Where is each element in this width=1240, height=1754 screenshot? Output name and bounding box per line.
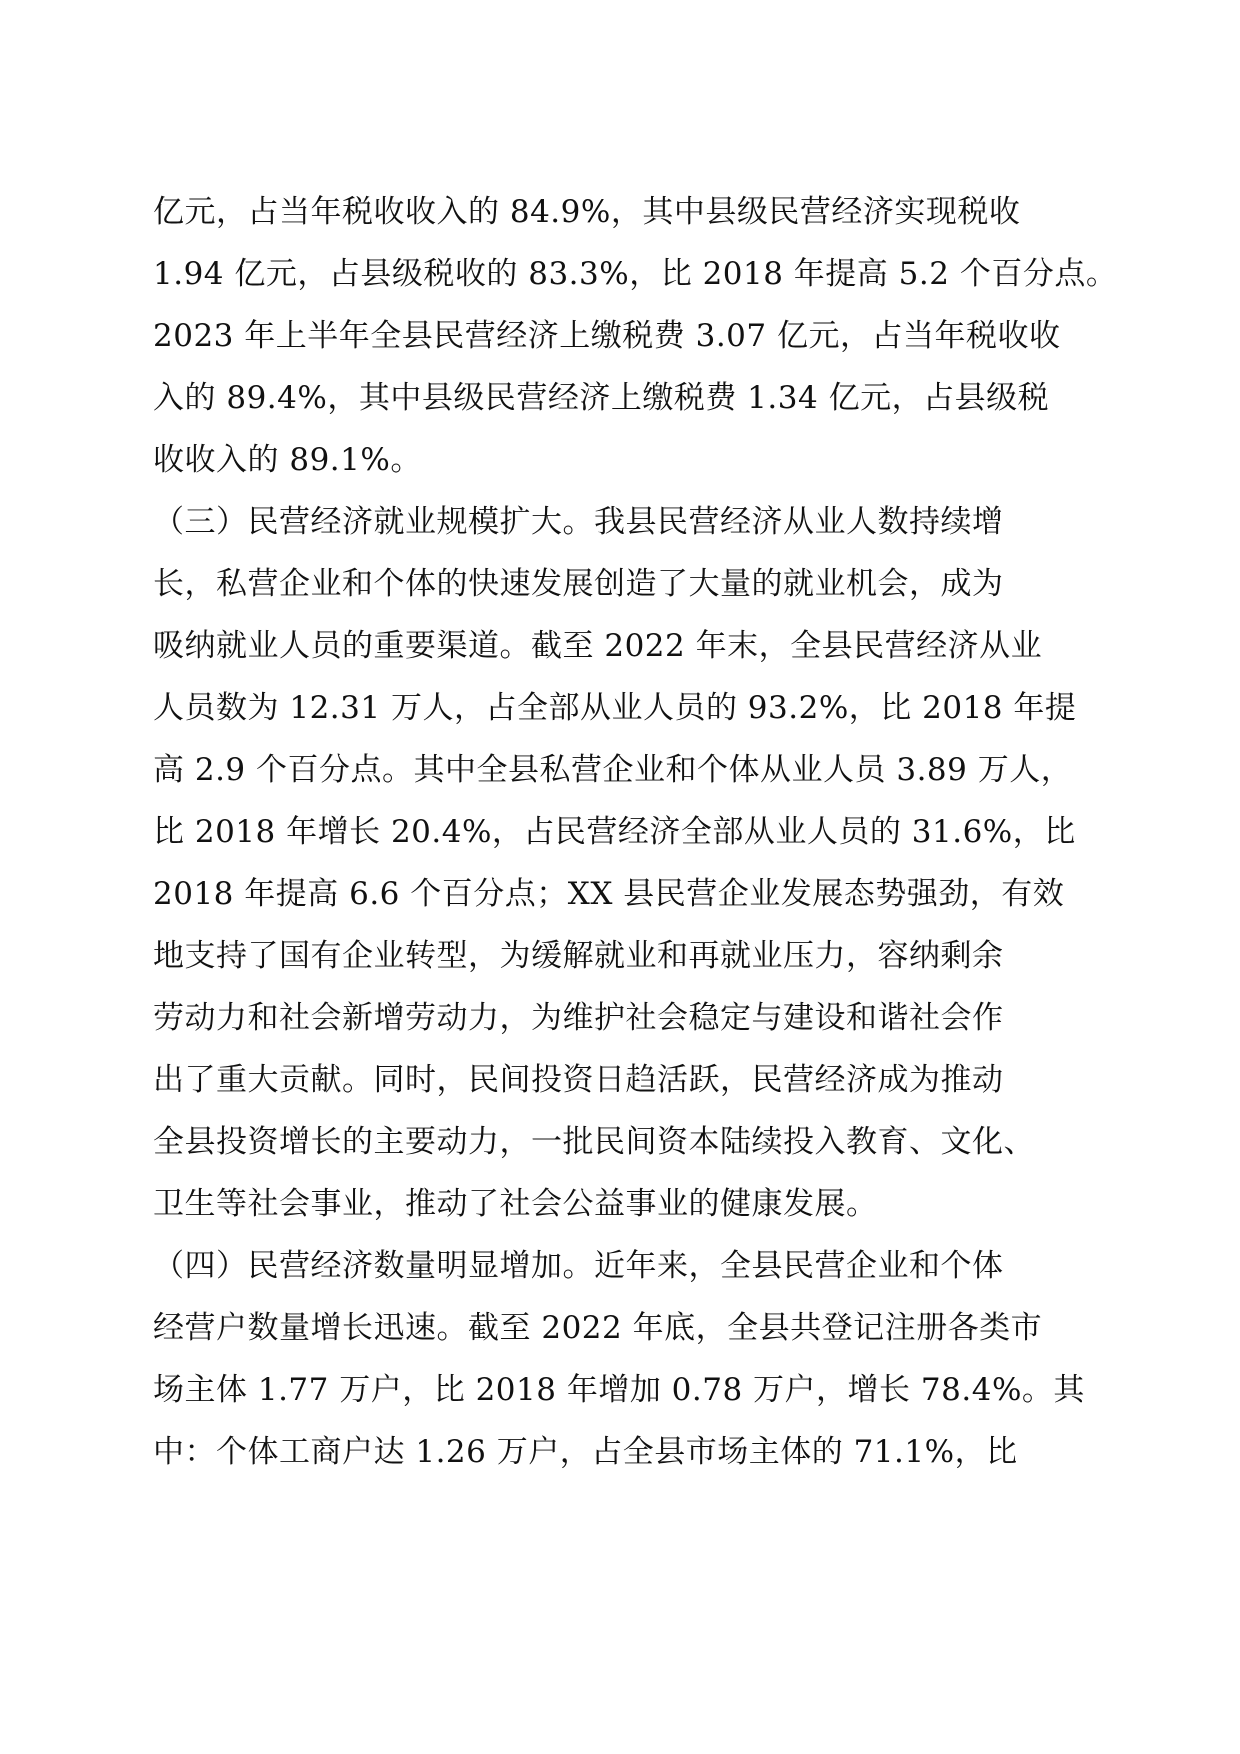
text-line: 场主体 1.77 万户，比 2018 年增加 0.78 万户，增长 78.4%。其 (153, 1372, 1085, 1408)
text-line: 出了重大贡献。同时，民间投资日趋活跃，民营经济成为推动 (153, 1062, 1004, 1098)
text-line: 亿元，占当年税收收入的 84.9%，其中县级民营经济实现税收 (153, 194, 1021, 230)
text-line: 全县投资增长的主要动力，一批民间资本陆续投入教育、文化、 (153, 1124, 1035, 1160)
text-line: 1.94 亿元，占县级税收的 83.3%，比 2018 年提高 5.2 个百分点。 (153, 256, 1118, 292)
text-line: 吸纳就业人员的重要渠道。截至 2022 年末，全县民营经济从业 (153, 628, 1043, 664)
text-line: 长，私营企业和个体的快速发展创造了大量的就业机会，成为 (153, 566, 1004, 602)
section-heading-line: （四）民营经济数量明显增加。近年来，全县民营企业和个体 (153, 1248, 1004, 1284)
text-line: 人员数为 12.31 万人，占全部从业人员的 93.2%，比 2018 年提 (153, 690, 1077, 726)
text-line: 经营户数量增长迅速。截至 2022 年底，全县共登记注册各类市 (153, 1310, 1043, 1346)
text-line: 中：个体工商户达 1.26 万户，占全县市场主体的 71.1%，比 (153, 1434, 1018, 1470)
text-line: 2018 年提高 6.6 个百分点；XX 县民营企业发展态势强劲，有效 (153, 876, 1065, 912)
text-line: 劳动力和社会新增劳动力，为维护社会稳定与建设和谐社会作 (153, 1000, 1004, 1036)
section-heading-line: （三）民营经济就业规模扩大。我县民营经济从业人数持续增 (153, 504, 1004, 540)
text-line: 地支持了国有企业转型，为缓解就业和再就业压力，容纳剩余 (153, 938, 1004, 974)
body-text (153, 181, 1118, 1483)
text-line: 收收入的 89.1%。 (153, 442, 422, 478)
text-line: 入的 89.4%，其中县级民营经济上缴税费 1.34 亿元，占县级税 (153, 380, 1050, 416)
text-line: 2023 年上半年全县民营经济上缴税费 3.07 亿元，占当年税收收 (153, 318, 1061, 354)
text-line: 比 2018 年增长 20.4%，占民营经济全部从业人员的 31.6%，比 (153, 814, 1076, 850)
text-line: 高 2.9 个百分点。其中全县私营企业和个体从业人员 3.89 万人， (153, 752, 1073, 788)
text-line: 卫生等社会事业，推动了社会公益事业的健康发展。 (153, 1186, 878, 1222)
